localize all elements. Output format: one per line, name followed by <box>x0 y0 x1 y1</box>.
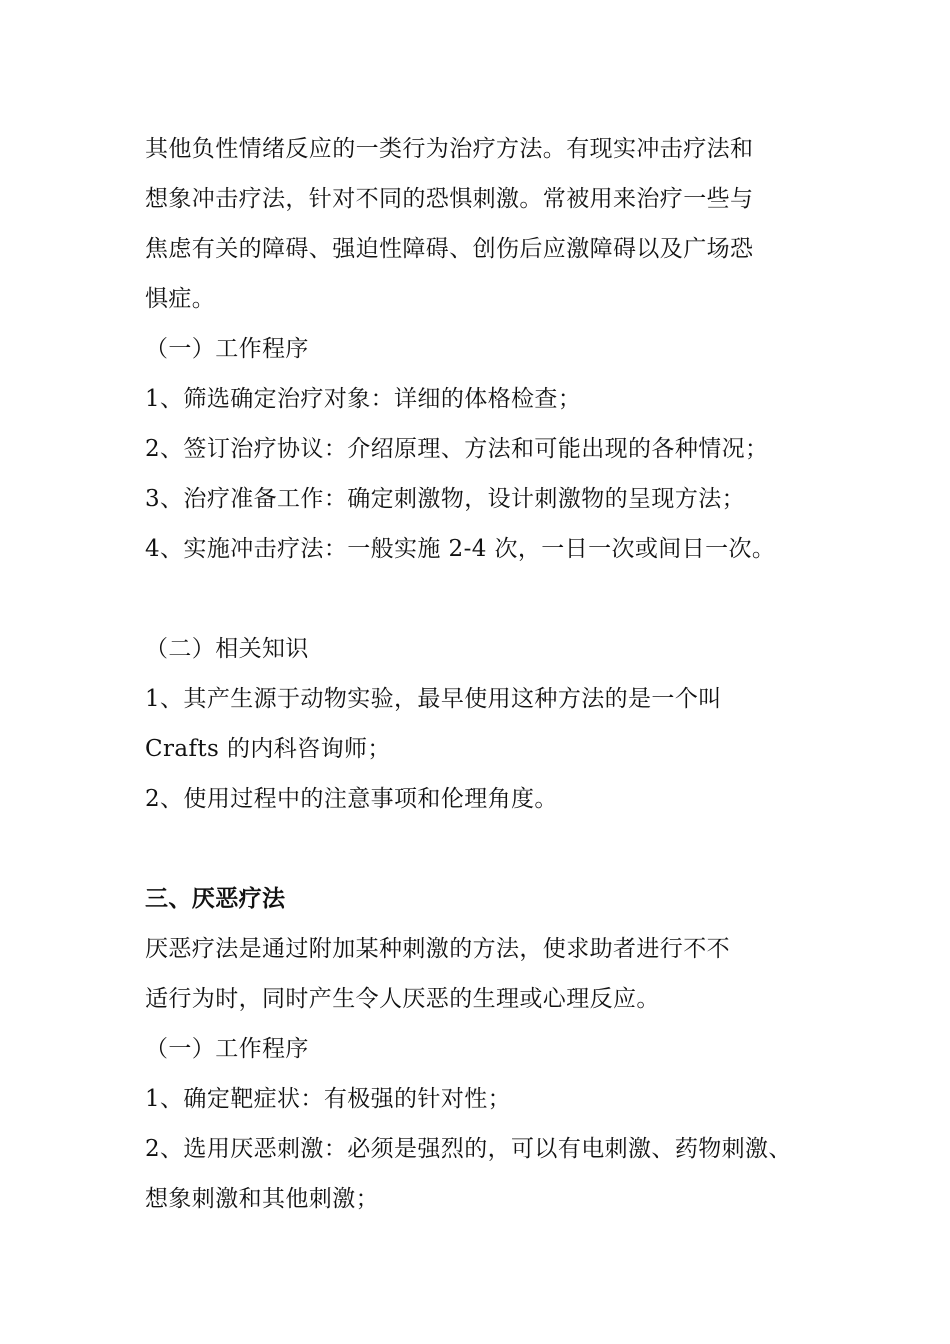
list-item: 2、签订治疗协议：介绍原理、方法和可能出现的各种情况； <box>145 436 769 462</box>
paragraph-line: 想象刺激和其他刺激； <box>145 1186 379 1212</box>
subsection-heading: （一）工作程序 <box>145 1036 309 1062</box>
subsection-heading: （一）工作程序 <box>145 336 309 362</box>
list-item: 1、确定靶症状：有极强的针对性； <box>145 1086 512 1112</box>
paragraph-line: 厌恶疗法是通过附加某种刺激的方法，使求助者进行不不 <box>145 936 730 962</box>
paragraph-line: 焦虑有关的障碍、强迫性障碍、创伤后应激障碍以及广场恐 <box>145 236 754 262</box>
list-item: 2、选用厌恶刺激：必须是强烈的，可以有电刺激、药物刺激、 <box>145 1136 792 1162</box>
paragraph-line: 适行为时，同时产生令人厌恶的生理或心理反应。 <box>145 986 660 1012</box>
list-item: 2、使用过程中的注意事项和伦理角度。 <box>145 786 558 812</box>
paragraph-line: 惧症。 <box>145 286 216 312</box>
list-item: 1、筛选确定治疗对象：详细的体格检查； <box>145 386 582 412</box>
list-item: 3、治疗准备工作：确定刺激物，设计刺激物的呈现方法； <box>145 486 746 512</box>
list-item: 4、实施冲击疗法：一般实施 2-4 次，一日一次或间日一次。 <box>145 536 776 562</box>
paragraph-line: 想象冲击疗法，针对不同的恐惧刺激。常被用来治疗一些与 <box>145 186 754 212</box>
subsection-heading: （二）相关知识 <box>145 636 309 662</box>
paragraph-line: Crafts 的内科咨询师； <box>145 736 391 762</box>
list-item: 1、其产生源于动物实验，最早使用这种方法的是一个叫 <box>145 686 722 712</box>
section-heading: 三、厌恶疗法 <box>145 886 286 912</box>
paragraph-line: 其他负性情绪反应的一类行为治疗方法。有现实冲击疗法和 <box>145 136 754 162</box>
